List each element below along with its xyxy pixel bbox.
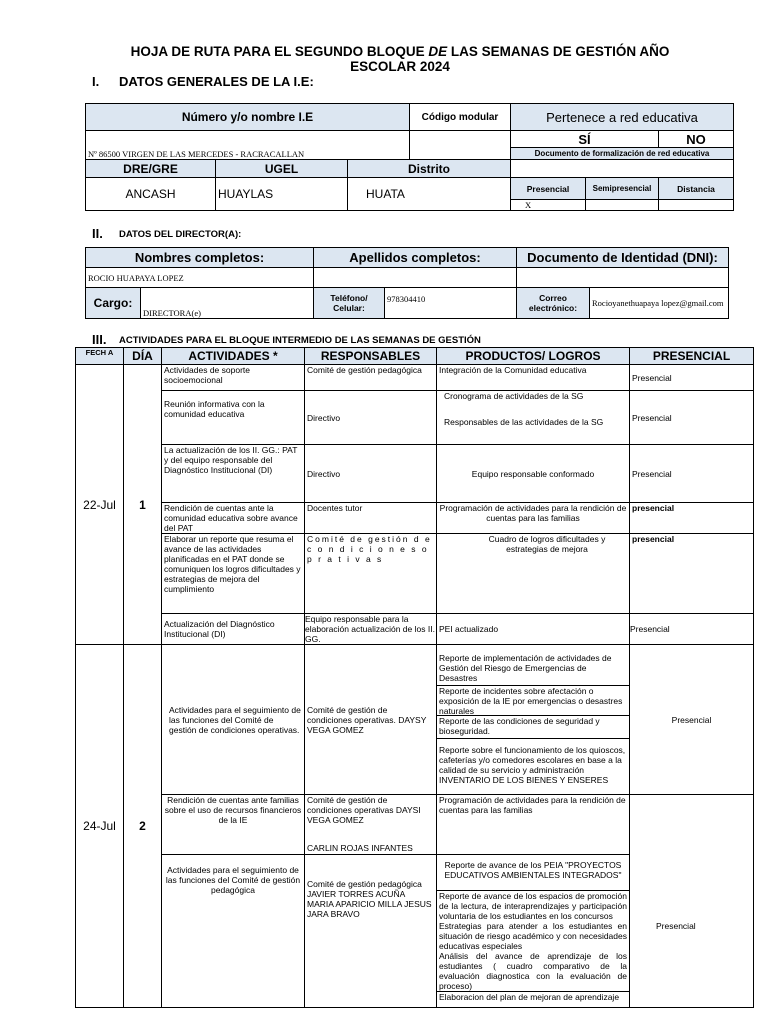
activities-table	[75, 347, 754, 1008]
r2-product-a: Cronograma de actividades de la SG	[444, 391, 584, 401]
r9-products	[437, 855, 630, 1008]
cargo-label: Cargo:	[86, 288, 141, 319]
r6-responsible: Equipo responsable para la elaboración actualización de los II. GG.	[305, 614, 435, 644]
table-row	[76, 795, 754, 855]
director-dni-header: Documento de Identidad (DNI):	[517, 248, 729, 268]
dre-value: ANCASH	[86, 178, 216, 211]
r1-responsible: Comité de gestión pedagógica	[305, 365, 437, 391]
page-title	[80, 44, 720, 74]
table-row	[76, 391, 754, 445]
r4-presencial: presencial	[630, 503, 754, 534]
r6-presencial: Presencial	[630, 614, 754, 645]
table-row	[76, 614, 754, 645]
day2-number: 2	[124, 645, 162, 1008]
r8-responsible-a: Comité de gestión de condiciones operativas DAYSI VEGA GOMEZ	[307, 795, 421, 825]
ie-name-header: Número y/o nombre I.E	[86, 104, 410, 131]
section3-label: ACTIVIDADES PARA EL BLOQUE INTERMEDIO DE LAS SEMANAS DE GESTIÓN	[119, 335, 481, 346]
r7-presencial: Presencial	[630, 645, 754, 795]
r7-product-b: Reporte de incidentes sobre afectación o exposición de la IE por emergencias o desastres naturales	[437, 685, 629, 715]
r3-responsible: Directivo	[305, 445, 437, 503]
r1-activity: Actividades de soporte socioemocional	[162, 365, 305, 391]
ie-code-header: Código modular	[410, 104, 511, 131]
r3-activity: La actualización de los II. GG.: PAT y del equipo responsable del Diagnóstico Institucional (DI)	[162, 445, 305, 503]
col-dia-header: DÍA	[124, 348, 162, 365]
day2-date: 24-Jul	[76, 645, 124, 1008]
director-table	[85, 247, 729, 319]
district-header: Distrito	[348, 160, 511, 178]
phone-value: 978304410	[385, 288, 517, 319]
email-label: Correo electrónico:	[517, 288, 590, 319]
r2-product-b: Responsables de las actividades de la SG	[444, 417, 604, 427]
network-yes: SÍ	[511, 131, 659, 148]
section1-number: I.	[92, 74, 100, 89]
r4-activity: Rendición de cuentas ante la comunidad educativa sobre avance del PAT	[162, 503, 305, 534]
section3-number: III.	[92, 332, 107, 347]
r2-activity: Reunión informativa con la comunidad educativa	[162, 391, 305, 445]
r3-product: Equipo responsable conformado	[437, 445, 630, 503]
r9-activity: Actividades para el seguimiento de las funciones del Comité de gestión pedagógica	[162, 855, 305, 1008]
col-productos-header: PRODUCTOS/ LOGROS	[437, 348, 630, 365]
r4-responsible: Docentes tutor	[305, 503, 437, 534]
r1-product: Integración de la Comunidad educativa	[437, 365, 630, 391]
r5-product: Cuadro de logros dificultades y estrategias de mejora	[437, 534, 630, 614]
r8-responsible	[305, 795, 437, 855]
r3-presencial: Presencial	[630, 445, 754, 503]
r4-product: Programación de actividades para la rendición de cuentas para las familias	[437, 503, 630, 534]
r9-responsible: Comité de gestión pedagógica JAVIER TORRES ACUÑA MARIA APARICIO MILLA JESUS JARA BRAVO	[305, 855, 437, 1008]
title-italic: DE	[428, 44, 448, 59]
col-presencial-header: PRESENCIAL	[630, 348, 754, 365]
r7-product-c: Reporte de las condiciones de seguridad y bioseguridad.	[437, 715, 629, 738]
col-responsables-header: RESPONSABLES	[305, 348, 437, 365]
table-row	[76, 645, 754, 795]
director-dni-value	[517, 268, 729, 288]
phone-label: Teléfono/ Celular:	[314, 288, 385, 319]
table-row	[76, 445, 754, 503]
col-actividades-header: ACTIVIDADES *	[162, 348, 305, 365]
r7-products	[437, 645, 630, 795]
r9-product-a: Reporte de avance de los PEIA "PROYECTOS EDUCATIVOS AMBIENTALES INTEGRADOS"	[444, 860, 622, 880]
title-part1: HOJA DE RUTA PARA EL SEGUNDO BLOQUE	[130, 44, 429, 59]
title-part2: LAS SEMANAS DE GESTIÓN AÑO	[447, 44, 670, 59]
network-doc-label: Documento de formalización de red educativa	[511, 148, 734, 160]
ie-name-value: Nº 86500 VIRGEN DE LAS MERCEDES - RACRACALLAN	[86, 131, 410, 160]
section1-label: DATOS GENERALES DE LA I.E:	[119, 74, 314, 89]
r7-activity: Actividades para el seguimiento de las funciones del Comité de gestión de condiciones operativas.	[162, 645, 305, 795]
r7-responsible: Comité de gestión de condiciones operativas. DAYSY VEGA GOMEZ	[305, 645, 437, 795]
cargo-value: DIRECTORA(e)	[141, 288, 314, 319]
r6-product: PEI actualizado	[437, 614, 630, 645]
r8-activity: Rendición de cuentas ante familias sobre el uso de recursos financieros de la IE	[162, 795, 305, 855]
director-surnames-header: Apellidos completos:	[314, 248, 517, 268]
r9-product-d: Análisis del avance de aprendizaje de los estudiantes ( cuadro comparativo de la evaluación diagnostica con la evaluación de proceso)	[439, 951, 627, 991]
mode-presencial: Presencial	[511, 178, 586, 200]
r5-responsible: Comité de gestión d e c o n d i c i o n e s o p r a t i v a s	[305, 534, 437, 614]
r1-presencial: Presencial	[630, 365, 754, 391]
ugel-value: HUAYLAS	[216, 178, 348, 211]
r2-presencial: Presencial	[630, 391, 754, 445]
mode-semipresencial-mark	[586, 200, 659, 211]
r9-product-c: Estrategias para atender a los estudiantes en situación de riesgo académico y con necesidades educativas especiales	[439, 921, 627, 951]
table-row	[76, 534, 754, 614]
table-row	[76, 503, 754, 534]
r9-presencial: Presencial	[630, 795, 754, 1008]
mode-presencial-mark: X	[511, 200, 586, 211]
director-surname-value	[314, 268, 517, 288]
network-no: NO	[659, 131, 734, 148]
email-value: Rocioyanethuapaya lopez@gmail.com	[590, 288, 729, 319]
r8-product: Programación de actividades para la rendición de cuentas para las familias	[437, 795, 630, 855]
director-names-header: Nombres completos:	[86, 248, 314, 268]
r2-responsible: Directivo	[305, 391, 437, 445]
r8-responsible-b: CARLIN ROJAS INFANTES	[307, 843, 413, 853]
dre-header: DRE/GRE	[86, 160, 216, 178]
r7-product-d: Reporte sobre el funcionamiento de los quioscos, cafeterías y/o comedores escolares en base a la calidad de su servicio y administración INVENTARIO DE LOS BIENES Y ENSERES	[437, 738, 629, 785]
section2-label: DATOS DEL DIRECTOR(A):	[119, 229, 242, 240]
mode-semipresencial: Semipresencial	[586, 178, 659, 200]
section2-number: II.	[92, 226, 103, 241]
ie-table	[85, 103, 734, 211]
r9-product-e: Elaboracion del plan de mejoran de aprendizaje	[437, 991, 629, 1002]
mode-distancia: Distancia	[659, 178, 734, 200]
day1-date: 22-Jul	[76, 365, 124, 645]
doc-blank	[511, 160, 734, 178]
table-row	[76, 365, 754, 391]
r9-product-b: Reporte de avance de los espacios de promoción de la lectura, de interaprendizajes y participación voluntaria de los estudiantes en los concursos	[439, 891, 627, 921]
r7-product-a: Reporte de implementación de actividades de Gestión del Riesgo de Emergencias de Desastres	[439, 653, 612, 683]
director-name-value: ROCIO HUAPAYA LOPEZ	[86, 268, 314, 288]
title-line2: ESCOLAR 2024	[350, 59, 450, 74]
r2-products	[437, 391, 630, 445]
r5-activity: Elaborar un reporte que resuma el avance de las actividades planificadas en el PAT donde se comuniquen los logros dificultades y estrategias de mejora del cumplimiento	[162, 534, 305, 614]
day1-number: 1	[124, 365, 162, 645]
col-fecha-header: FECH A	[76, 348, 124, 365]
r6-activity: Actualización del Diagnóstico Institucional (DI)	[162, 614, 305, 645]
district-value: HUATA	[348, 178, 511, 211]
mode-distancia-mark	[659, 200, 734, 211]
ie-code-value	[410, 131, 511, 160]
ugel-header: UGEL	[216, 160, 348, 178]
r5-presencial: presencial	[630, 534, 754, 614]
ie-network-header: Pertenece a red educativa	[511, 104, 734, 131]
